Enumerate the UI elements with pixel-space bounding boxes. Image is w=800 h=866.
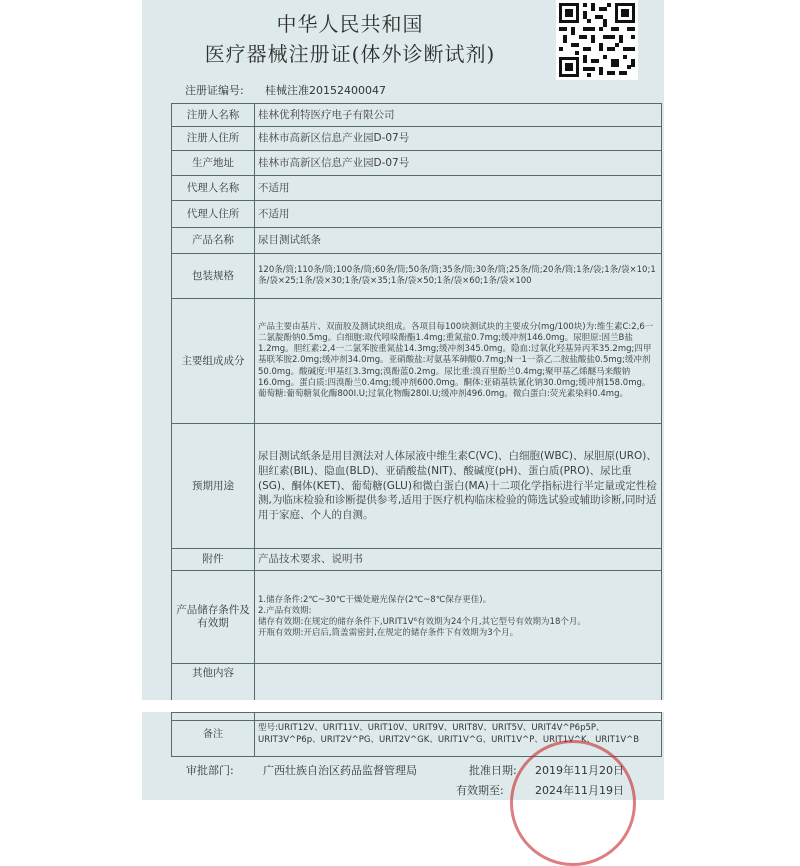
table-row xyxy=(172,176,662,201)
approval-date-value: 2019年11月20日 xyxy=(535,764,624,777)
field-label: 主要组成成分 xyxy=(172,299,255,424)
field-value: 尿目测试纸条 xyxy=(255,228,662,254)
valid-until-value: 2024年11月19日 xyxy=(535,784,624,797)
field-label: 产品名称 xyxy=(172,228,255,254)
table-row xyxy=(172,299,662,424)
field-value: 桂林市高新区信息产业园D-07号 xyxy=(255,127,662,151)
table-row xyxy=(172,228,662,254)
certificate-table xyxy=(171,103,662,721)
field-label: 生产地址 xyxy=(172,151,255,176)
field-value: 120条/筒;110条/筒;100条/筒;60条/筒;50条/筒;35条/筒;30条/筒;25条/筒;20条/筒;1条/袋;1条/袋×10;1条/袋×25;1条/袋×30;1条/袋×35;1条/袋×50;1条/袋×60;1条/袋×100 xyxy=(255,254,662,299)
page-break xyxy=(142,700,664,712)
valid-until-label: 有效期至: xyxy=(456,784,504,797)
field-label: 注册人名称 xyxy=(172,104,255,127)
field-label: 其他内容 xyxy=(172,664,255,721)
field-value: 不适用 xyxy=(255,176,662,201)
field-value: 产品主要由基片、双面胶及测试块组成。各项目每100块测试块的主要成分(mg/100块)为:维生素C:2,6一二氯靛酚钠0.5mg。白细胞:取代吲哚酚酯1.4mg;重氮盐0.7mg;缓冲剂146.0mg。尿胆原:固兰B盐1.2mg。胆红素:2,4一二氯苯胺重氮盐14.3mg;缓冲剂345.0mg。隐血:过氧化羟基异丙苯35.2mg;四甲基联苯胺2.0mg;缓冲剂34.0mg。亚硝酸盐:对氨基苯砷酸0.7mg;N一1一萘乙二胺盐酸盐0.5mg;缓冲剂50.0mg。酸碱度:甲基红3.3mg;溴酚蓝0.2mg。尿比重:溴百里酚兰0.4mg;聚甲基乙烯醚马来酸钠16.0mg。蛋白质:四溴酚兰0.4mg;缓冲剂600.0mg。酮体:亚硝基铁氰化钠30.0mg;缓冲剂158.0mg。葡萄糖:葡萄糖氧化酶800I.U;过氧化物酶280I.U;缓冲剂496.0mg。微白蛋白:荧光素染料0.4mg。 xyxy=(255,299,662,424)
table-row xyxy=(172,254,662,299)
field-label: 预期用途 xyxy=(172,424,255,549)
official-seal-icon xyxy=(510,740,636,866)
certificate-title-line2: 医疗器械注册证(体外诊断试剂) xyxy=(204,42,496,66)
field-value: 不适用 xyxy=(255,201,662,228)
field-label: 代理人名称 xyxy=(172,176,255,201)
table-row xyxy=(172,424,662,549)
field-label: 代理人住所 xyxy=(172,201,255,228)
remarks-label: 备注 xyxy=(172,713,255,757)
field-label: 注册人住所 xyxy=(172,127,255,151)
approval-department-label: 审批部门: xyxy=(186,764,234,777)
certificate-title-line1: 中华人民共和国 xyxy=(276,12,424,36)
approval-department-value: 广西壮族自治区药品监督管理局 xyxy=(263,764,417,777)
field-value: 产品技术要求、说明书 xyxy=(255,549,662,571)
qr-code-icon[interactable] xyxy=(556,0,638,80)
table-row xyxy=(172,201,662,228)
remarks-value: 型号:URIT12V、URIT11V、URIT10V、URIT9V、URIT8V、URIT5V、URIT4V^P6p5P、URIT3V^P6p、URIT2V^PG、URIT2V^GK、URIT1V^G、URIT1V^P、URIT1V^K、URIT1V^B xyxy=(255,713,662,757)
approval-date-label: 批准日期: xyxy=(469,764,517,777)
field-value: 1.储存条件:2℃~30℃干燥处避光保存(2℃~8℃保存更佳)。 2.产品有效期: 储存有效期:在规定的储存条件下,URIT1V⁶有效期为24个月,其它型号有效期为18个月。 开瓶有效期:开启后,筒盖需密封,在规定的储存条件下有效期为3个月。 xyxy=(255,571,662,664)
registration-number-label: 注册证编号: xyxy=(185,84,244,97)
field-label: 包装规格 xyxy=(172,254,255,299)
table-row xyxy=(172,104,662,127)
field-value: 桂林市高新区信息产业园D-07号 xyxy=(255,151,662,176)
field-label: 产品储存条件及有效期 xyxy=(172,571,255,664)
table-row xyxy=(172,151,662,176)
table-row xyxy=(172,549,662,571)
table-row xyxy=(172,127,662,151)
table-row xyxy=(172,571,662,664)
field-value: 桂林优利特医疗电子有限公司 xyxy=(255,104,662,127)
field-label: 附件 xyxy=(172,549,255,571)
field-value: 尿目测试纸条是用目测法对人体尿液中维生素C(VC)、白细胞(WBC)、尿胆原(URO)、胆红素(BIL)、隐血(BLD)、亚硝酸盐(NIT)、酸碱度(pH)、蛋白质(PRO)、尿比重(SG)、酮体(KET)、葡萄糖(GLU)和微白蛋白(MA)十二项化学指标进行半定量或定性检测,为临床检验和诊断提供参考,适用于医疗机构临床检验的筛选试验或辅助诊断,同时适用于家庭、个人的自测。 xyxy=(255,424,662,549)
registration-number-value: 桂械注准20152400047 xyxy=(265,84,386,97)
